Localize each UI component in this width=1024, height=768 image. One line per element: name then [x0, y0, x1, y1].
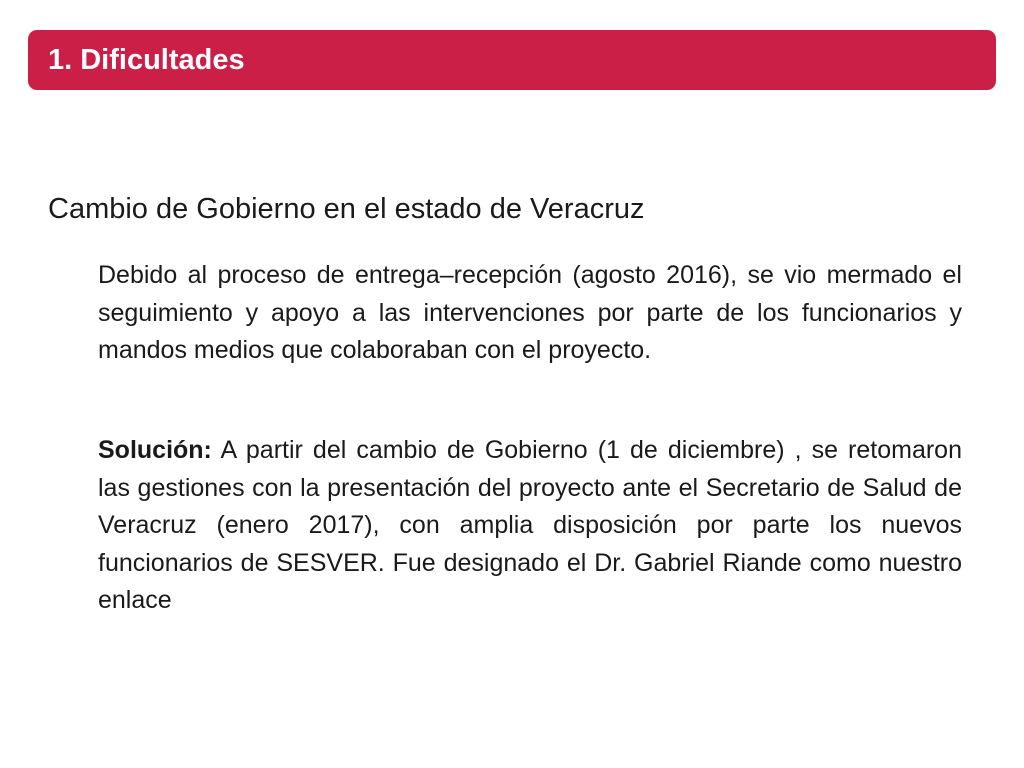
section-heading: Cambio de Gobierno en el estado de Veracruz: [48, 193, 645, 225]
solution-label: Solución:: [98, 436, 212, 464]
slide-title: 1. Dificultades: [48, 44, 245, 76]
solution-paragraph: [98, 432, 962, 620]
solution-text: A partir del cambio de Gobierno (1 de diciembre) , se retomaron las gestiones con la presentación del proyecto ante el Secretario de Salud de Veracruz (enero 2017), con amplia disposición por parte los nuevos funcionarios de SESVER. Fue designado el Dr. Gabriel Riande como nuestro enlace: [98, 436, 962, 614]
problem-paragraph: Debido al proceso de entrega–recepción (agosto 2016), se vio mermado el seguimiento y apoyo a las intervenciones por parte de los funcionarios y mandos medios que colaboraban con el proyecto.: [98, 261, 962, 364]
title-bar: [28, 30, 996, 90]
